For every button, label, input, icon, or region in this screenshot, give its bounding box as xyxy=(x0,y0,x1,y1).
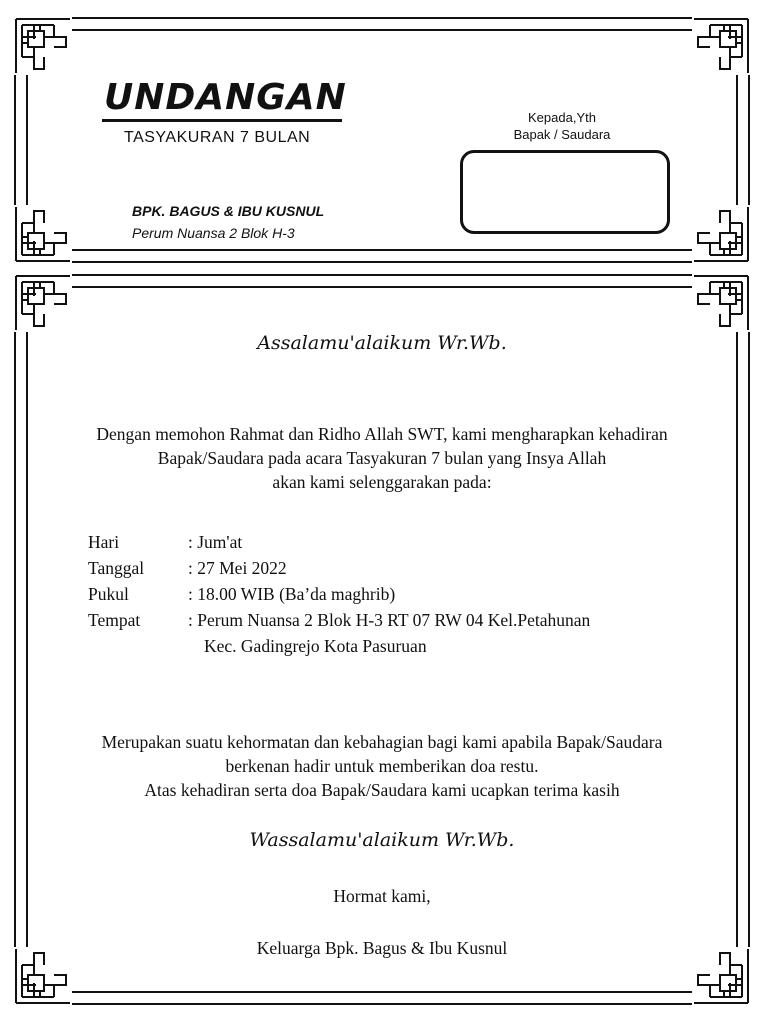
detail-label: Hari xyxy=(88,532,120,552)
envelope-card xyxy=(14,17,750,263)
detail-place-continued: Kec. Gadingrejo Kota Pasuruan xyxy=(204,636,427,656)
closing-line: Atas kehadiran serta doa Bapak/Saudara kami ucapkan terima kasih xyxy=(144,780,620,800)
detail-value: : 27 Mei 2022 xyxy=(188,558,287,578)
host-name: BPK. BAGUS & IBU KUSNUL xyxy=(132,203,325,219)
closing-greeting: Wassalamu'alaikum Wr.Wb. xyxy=(249,829,515,851)
recipient-greeting: Kepada,Yth xyxy=(528,110,596,125)
signature-text: Keluarga Bpk. Bagus & Ibu Kusnul xyxy=(256,938,508,958)
opening-greeting: Assalamu'alaikum Wr.Wb. xyxy=(257,332,507,354)
recipient-title: Bapak / Saudara xyxy=(513,127,611,142)
regards-text: Hormat kami, xyxy=(333,886,431,906)
invitation-subtitle: TASYAKURAN 7 BULAN xyxy=(124,129,311,146)
intro-line: Dengan memohon Rahmat dan Ridho Allah SWT, kami mengharapkan kehadiran xyxy=(96,424,668,444)
corner-ornament-icon xyxy=(692,274,750,332)
corner-ornament-icon xyxy=(692,205,750,263)
invitation-title: UNDANGAN xyxy=(104,77,347,118)
closing-line: berkenan hadir untuk memberikan doa restu. xyxy=(225,756,539,776)
letter-card xyxy=(14,274,750,1005)
recipient-name-box xyxy=(460,150,670,234)
detail-label: Tanggal xyxy=(88,558,145,578)
corner-ornament-icon xyxy=(14,17,72,75)
closing-line: Merupakan suatu kehormatan dan kebahagian bagi kami apabila Bapak/Saudara xyxy=(101,732,663,752)
corner-ornament-icon xyxy=(692,17,750,75)
host-address: Perum Nuansa 2 Blok H-3 xyxy=(132,225,295,241)
corner-ornament-icon xyxy=(14,274,72,332)
title-underline xyxy=(102,119,342,122)
intro-line: Bapak/Saudara pada acara Tasyakuran 7 bulan yang Insya Allah xyxy=(157,448,607,468)
corner-ornament-icon xyxy=(14,205,72,263)
detail-value: : 18.00 WIB (Ba’da maghrib) xyxy=(188,584,396,604)
detail-label: Pukul xyxy=(88,584,129,604)
detail-value: : Perum Nuansa 2 Blok H-3 RT 07 RW 04 Kel.Petahunan xyxy=(188,610,591,630)
detail-label: Tempat xyxy=(88,610,141,630)
intro-line: akan kami selenggarakan pada: xyxy=(272,472,492,492)
detail-value: : Jum'at xyxy=(188,532,243,552)
